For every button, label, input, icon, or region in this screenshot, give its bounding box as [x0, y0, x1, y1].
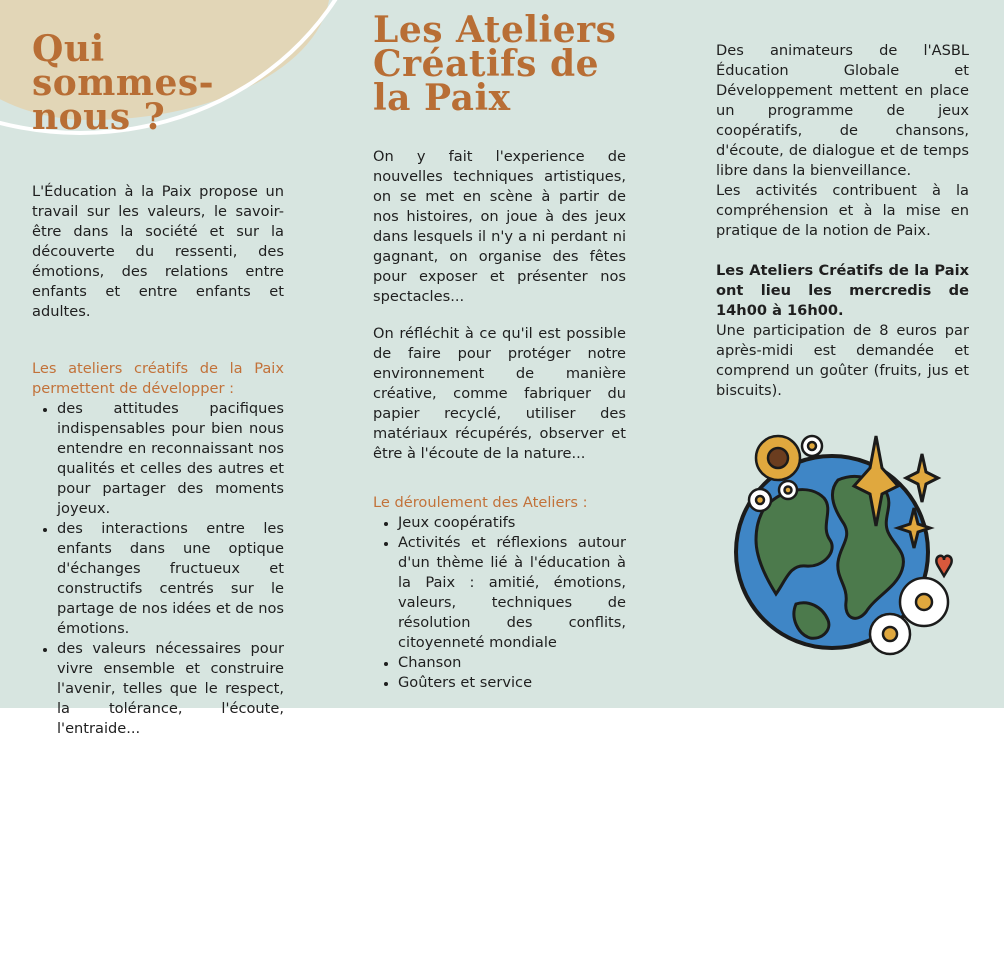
earth-globe-icon — [726, 428, 958, 660]
practical-schedule: Les Ateliers Créatifs de la Paix ont lieu les mercredis de 14h00 à 16h00. — [716, 262, 969, 319]
ateliers-para-2: On réfléchit à ce qu'il est possible de faire pour protéger notre environnement de manière créative, comme fabriquer du papier recyclé, utiliser des matériaux récupérés, observer et être à l'écoute de la nature... — [373, 325, 626, 462]
list-item: • Goûters et service — [398, 673, 626, 693]
practical-para-1: Des animateurs de l'ASBL Éducation Globale et Développement mettent en place un programme de jeux coopératifs, de chansons, d'écoute, de dialogue et de temps libre dans la bienveillance. — [716, 42, 969, 179]
list-item: • des valeurs nécessaires pour vivre ensemble et construire l'avenir, telles que le respect, la tolérance, l'écoute, l'entraide... — [57, 639, 284, 739]
about-bullet-list — [32, 399, 284, 739]
list-item: • Chanson — [398, 653, 626, 673]
column-practical — [716, 0, 969, 401]
list-item: • des attitudes pacifiques indispensables pour bien nous entendre en reconnaissant nos qualités et celles des autres et pour partager des moments joyeux. — [57, 399, 284, 519]
list-item: • Jeux coopératifs — [398, 513, 626, 533]
list-item: • des interactions entre les enfants dans une optique d'échanges fructueux et constructifs centrés sur le partage de nos idées et de nos émotions. — [57, 519, 284, 639]
about-intro: L'Éducation à la Paix propose un travail sur les valeurs, le savoir-être dans la société et sur la découverte du ressenti, des émotions, des relations entre enfants et entre enfants et adultes. — [32, 183, 284, 320]
ateliers-para-1: On y fait l'experience de nouvelles techniques artistiques, on se met en scène à partir de nos histoires, on joue à des jeux dans lesquels il n'y a ni perdant ni gagnant, on organise des fêtes pour exposer et présenter nos spectacles... — [373, 148, 626, 305]
practical-price: Une participation de 8 euros par après-midi est demandée et comprend un goûter (fruits, jus et biscuits). — [716, 322, 969, 399]
ateliers-bullet-list — [373, 513, 626, 693]
column-ateliers — [373, 0, 626, 693]
ateliers-title: Les Ateliers Créatifs de la Paix — [373, 9, 617, 119]
list-item: • Activités et réflexions autour d'un thème lié à l'éducation à la Paix : amitié, émotions, valeurs, techniques de résolution des conflits, citoyenneté mondiale — [398, 533, 626, 653]
practical-para-2: Les activités contribuent à la compréhension et à la mise en pratique de la notion de Paix. — [716, 182, 969, 239]
about-title: Qui sommes-nous ? — [32, 28, 215, 138]
column-about — [32, 0, 284, 739]
ateliers-subheading: Le déroulement des Ateliers : — [373, 494, 588, 511]
about-subheading: Les ateliers créatifs de la Paix permettent de développer : — [32, 360, 284, 397]
